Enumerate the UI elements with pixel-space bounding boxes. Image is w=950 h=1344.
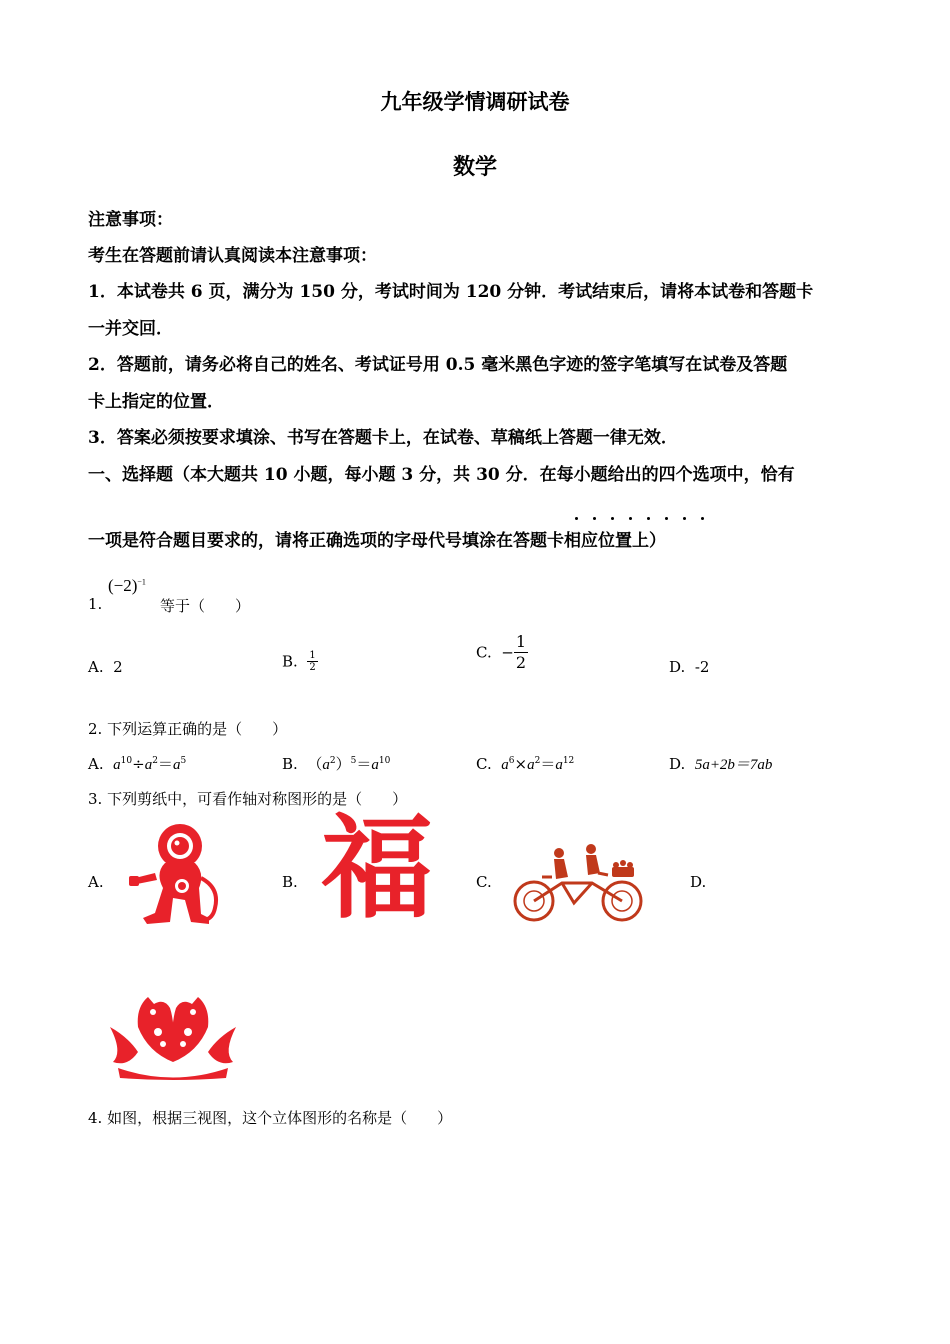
tandem-bicycle-papercut-icon bbox=[512, 843, 644, 925]
section-heading-cont: 一项是符合题目要求的，请将正确选项的字母代号填涂在答题卡相应位置上） bbox=[88, 531, 666, 551]
twin-fish-papercut-icon bbox=[108, 992, 238, 1082]
notice-item-2-cont: 卡上指定的位置． bbox=[88, 392, 224, 412]
notice-item-1-cont: 一并交回． bbox=[88, 319, 173, 339]
q1-expression: $(-2)^{-1}$ bbox=[108, 576, 146, 595]
monkey-papercut-icon bbox=[125, 818, 225, 928]
q3-option-a-label: A. bbox=[88, 873, 104, 891]
q2-option-a: A. $a^{10}\div a^2=a^5$ bbox=[88, 755, 187, 773]
q3-option-d-label: D. bbox=[690, 873, 707, 891]
q1-option-d: D. -2 bbox=[669, 658, 710, 676]
q3-stem: 3. 下列剪纸中，可看作轴对称图形的是（ ） bbox=[88, 790, 408, 808]
q1-number: 1. bbox=[88, 595, 103, 613]
q4-stem: 4. 如图，根据三视图，这个立体图形的名称是（ ） bbox=[88, 1109, 453, 1127]
q2-option-b: B. $(a^2)^5=a^{10}$ bbox=[282, 755, 391, 773]
fu-character-papercut: 福 bbox=[321, 803, 433, 934]
notice-item-1: 1．本试卷共 6 页，满分为 150 分，考试时间为 120 分钟．考试结束后，请将本试卷和答题卡 bbox=[88, 282, 814, 302]
q3-option-b-label: B. bbox=[282, 873, 298, 891]
exam-title: 九年级学情调研试卷 bbox=[380, 89, 570, 114]
q2-option-c: C. $a^6\times a^2=a^{12}$ bbox=[476, 755, 575, 773]
q1-option-a: A. 2 bbox=[88, 658, 123, 676]
notice-item-3: 3．答案必须按要求填涂、书写在答题卡上，在试卷、草稿纸上答题一律无效． bbox=[88, 428, 678, 448]
q2-option-d: D. 5a+2b＝7ab bbox=[669, 755, 773, 773]
subject-title: 数学 bbox=[452, 154, 497, 180]
notice-heading: 注意事项： bbox=[88, 210, 173, 230]
q2-stem: 2. 下列运算正确的是（ ） bbox=[88, 720, 288, 738]
notice-intro: 考生在答题前请认真阅读本注意事项： bbox=[88, 246, 377, 266]
q1-stem: 等于（ ） bbox=[160, 597, 251, 615]
q3-option-c-label: C. bbox=[476, 873, 492, 891]
q1-option-b: B. $\frac{1}{2}$ bbox=[282, 650, 316, 673]
q1-option-c: C. − $\frac{1}{2}$ bbox=[476, 632, 527, 672]
section-heading: 一、选择题（本大题共 10 小题，每小题 3 分，共 30 分．在每小题给出的四个选项中，恰有 bbox=[88, 465, 795, 485]
notice-item-2: 2．答题前，请务必将自己的姓名、考试证号用 0.5 毫米黑色字迹的签字笔填写在试卷及答题 bbox=[88, 355, 788, 375]
